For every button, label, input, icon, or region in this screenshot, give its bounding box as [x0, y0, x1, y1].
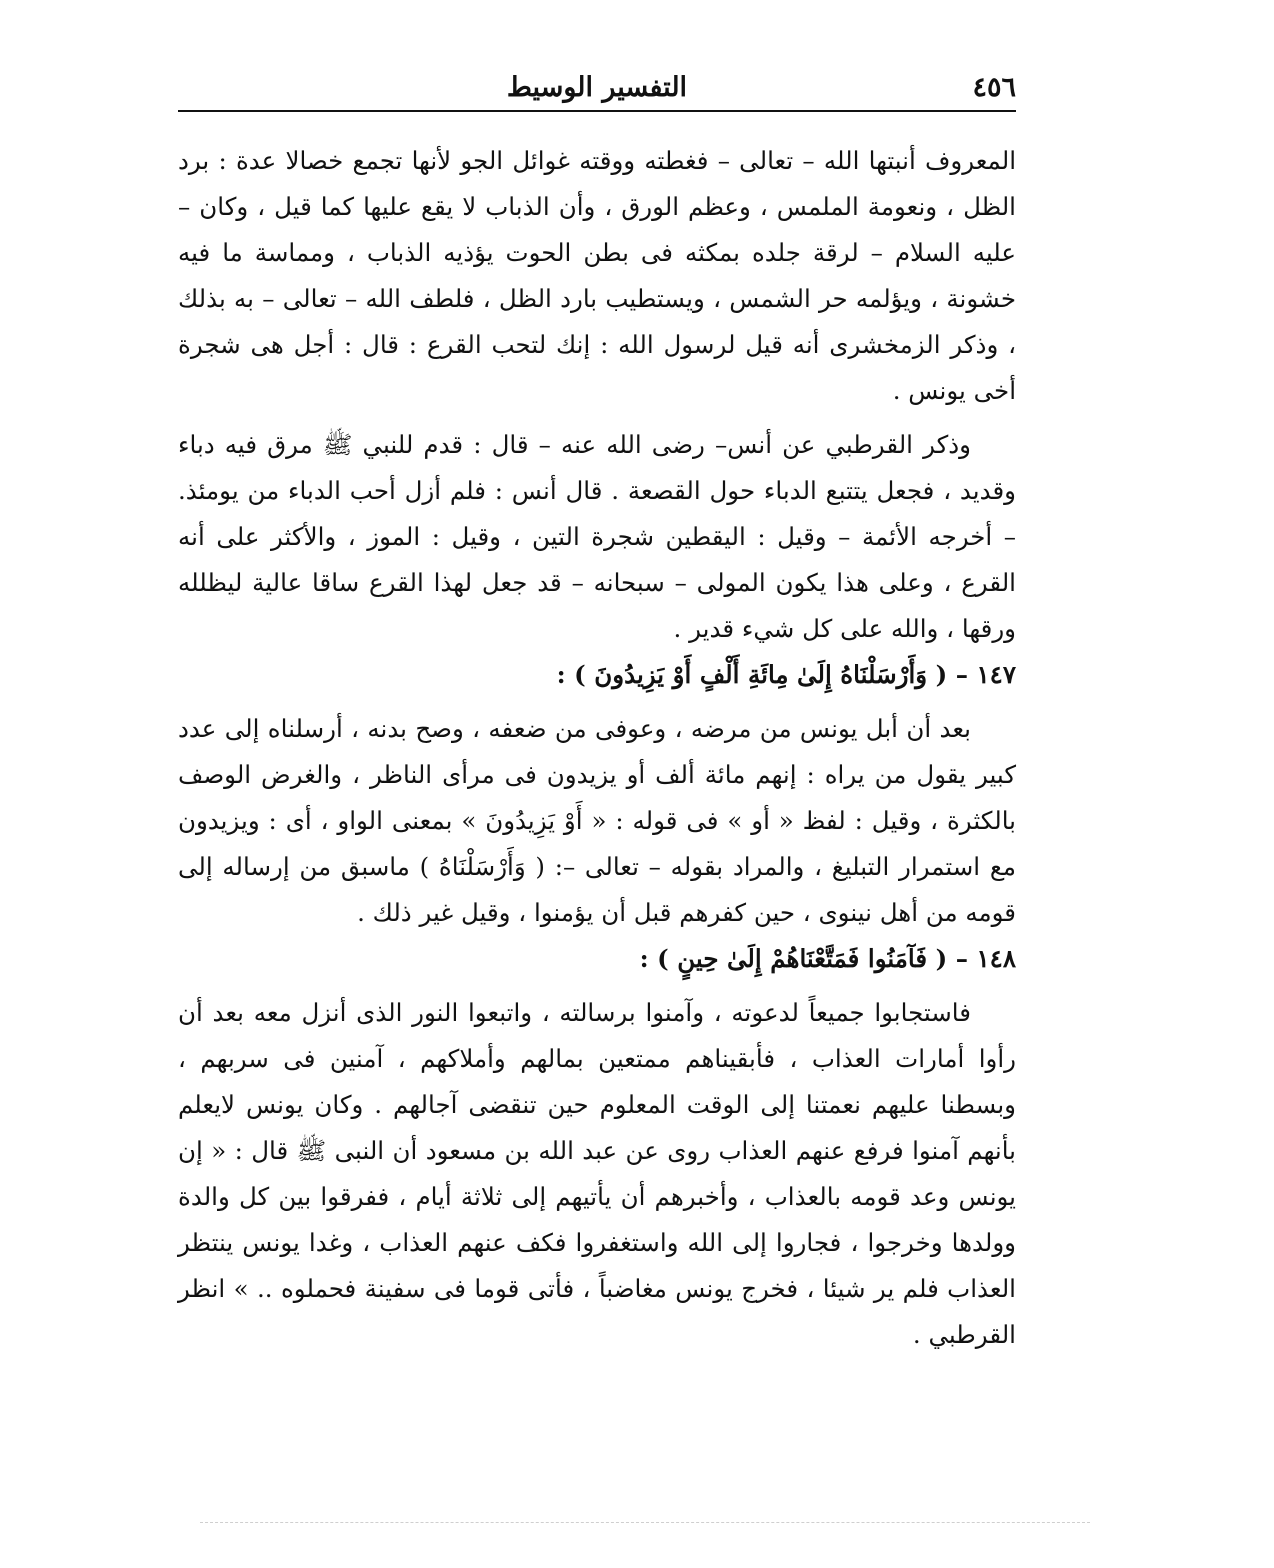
verse-heading-147: ١٤٧ – ( وَأَرْسَلْنَاهُ إِلَىٰ مِائَةِ أَلْفٍ أَوْ يَزِيدُونَ ) :	[556, 660, 1016, 689]
body-text	[178, 138, 1016, 1358]
page-number: ٤٥٦	[972, 72, 1016, 103]
page-header	[178, 70, 1016, 112]
paragraph-3: بعد أن أبل يونس من مرضه ، وعوفى من ضعفه ، وصح بدنه ، أرسلناه إلى عدد كبير يقول من يراه : إنهم مائة ألف أو يزيدون فى مرأى الناظر ، والغرض الوصف بالكثرة ، وقيل : لفظ « أو » فى قوله : « أَوْ يَزِيدُونَ » بمعنى الواو ، أى : ويزيدون مع استمرار التبليغ ، والمراد بقوله – تعالى –: ( وَأَرْسَلْنَاهُ ) ماسبق من إرساله إلى قومه من أهل نينوى ، حين كفرهم قبل أن يؤمنوا ، وقيل غير ذلك .	[178, 714, 1016, 927]
paragraph-4: فاستجابوا جميعاً لدعوته ، وآمنوا برسالته ، واتبعوا النور الذى أنزل معه بعد أن رأوا أمارات العذاب ، فأبقيناهم ممتعين بمالهم وأملاكهم ، آمنين فى سربهم ، وبسطنا عليهم نعمتنا إلى الوقت المعلوم حين تنقضى آجالهم . وكان يونس لايعلم بأنهم آمنوا فرفع عنهم العذاب روى عن عبد الله بن مسعود أن النبى ﷺ قال : « إن يونس وعد قومه بالعذاب ، وأخبرهم أن يأتيهم إلى ثلاثة أيام ، ففرقوا بين كل والدة وولدها وخرجوا ، فجاروا إلى الله واستغفروا فكف عنهم العذاب ، وغدا يونس ينتظر العذاب فلم ير شيئا ، فخرج يونس مغاضباً ، فأتى قوما فى سفينة فحملوه .. » انظر القرطبي .	[178, 998, 1016, 1349]
footer-divider	[200, 1522, 1090, 1523]
paragraph-2: وذكر القرطبي عن أنس– رضى الله عنه – قال : قدم للنبي ﷺ مرق فيه دباء وقديد ، فجعل يتتبع الدباء حول القصعة . قال أنس : فلم أزل أحب الدباء من يومئذ. – أخرجه الأئمة – وقيل : اليقطين شجرة التين ، وقيل : الموز ، والأكثر على أنه القرع ، وعلى هذا يكون المولى – سبحانه – قد جعل لهذا القرع ساقا عالية ليظلله ورقها ، والله على كل شيء قدير .	[178, 430, 1016, 643]
paragraph-1: المعروف أنبتها الله – تعالى – فغطته ووقته غوائل الجو لأنها تجمع خصالا عدة : برد الظل ، ونعومة الملمس ، وعظم الورق ، وأن الذباب لا يقع عليها كما قيل ، وكان – عليه السلام – لرقة جلده بمكثه فى بطن الحوت يؤذيه الذباب ، ومماسة ما فيه خشونة ، ويؤلمه حر الشمس ، ويستطيب بارد الظل ، فلطف الله – تعالى – به بذلك ، وذكر الزمخشرى أنه قيل لرسول الله : إنك لتحب القرع : قال : أجل هى شجرة أخى يونس .	[178, 146, 1016, 405]
verse-heading-148: ١٤٨ – ( فَآمَنُوا فَمَتَّعْنَاهُمْ إِلَىٰ حِينٍ ) :	[639, 944, 1016, 973]
running-title: التفسير الوسيط	[506, 72, 688, 103]
